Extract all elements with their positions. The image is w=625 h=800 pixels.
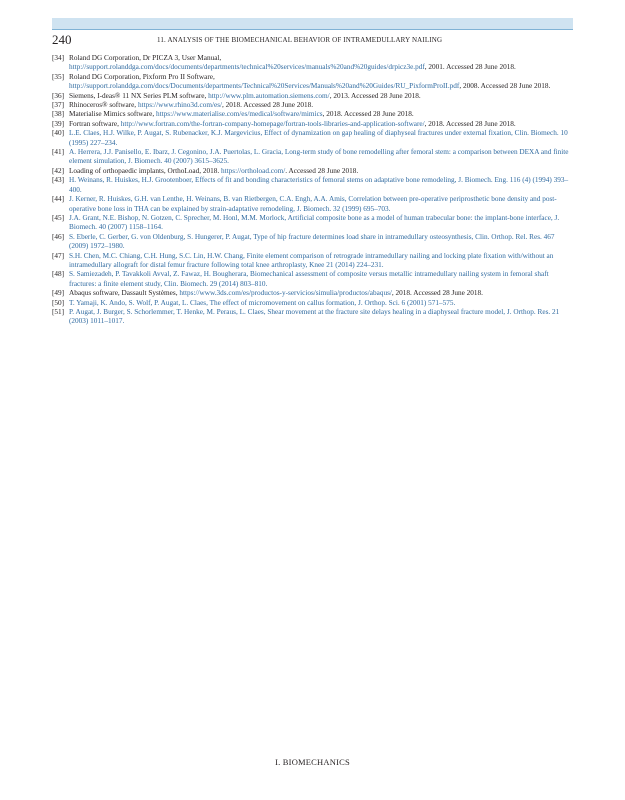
reference-item (52, 167, 573, 176)
reference-number: [37] (52, 101, 65, 110)
reference-item (52, 214, 573, 233)
reference-link[interactable]: S. Samiezadeh, P. Tavakkoli Avval, Z. Fawaz, H. Bougherara, Biomechanical assessment of composite versus metallic intramedullary nailing system in femoral shaft fractures: a finite element study, Clin. Biomech. 29 (2014) 803–810. (69, 270, 549, 288)
reference-access-note: . Accessed 28 June 2018. (285, 166, 359, 175)
reference-link[interactable]: J.A. Grant, N.E. Bishop, N. Gotzen, C. Sprecher, M. Honl, M.M. Morlock, Artificial composite bone as a model of human trabecular bone: the implant-bone interface, J. Biomech. 40 (2007) 1158–1164. (69, 213, 560, 232)
reference-number: [47] (52, 251, 65, 260)
reference-item (52, 101, 573, 110)
reference-list (52, 54, 573, 327)
reference-item (52, 54, 573, 73)
reference-item (52, 308, 573, 327)
reference-item (52, 176, 573, 195)
reference-access-note: , 2018. Accessed 28 June 2018. (322, 110, 414, 119)
reference-link[interactable]: A. Herrera, J.J. Panisello, E. Ibarz, J. Cegonino, J.A. Puertolas, L. Gracia, Long-term study of bone remodelling after femoral stem: a comparison between DEXA and finite element simulation, J. Biomech. 40 (2007) 3615–3625. (69, 148, 569, 166)
reference-number: [45] (52, 213, 65, 222)
reference-number: [42] (52, 166, 65, 175)
reference-link[interactable]: https://www.rhino3d.com/es/ (137, 101, 223, 110)
reference-access-note: , 2013. Accessed 28 June 2018. (329, 91, 421, 100)
reference-link[interactable]: J. Kerner, R. Huiskes, G.H. van Lenthe, H. Weinans, B. van Rietbergen, C.A. Engh, A.A. Amis, Correlation between pre-operative periprosthetic bone density and post-operative bone loss in THA can be explained by strain-adaptative remodeling, J. Biomech. 32 (1999) 695–703. (69, 195, 557, 213)
reference-number: [34] (52, 54, 65, 62)
reference-link[interactable]: S. Eberle, C. Gerber, G. von Oldenburg, S. Hungerer, P. Augat, Type of hip fracture determines load share in intramedullary osteosynthesis, Clin. Orthop. Rel. Res. 467 (2009) 1972–1980. (69, 232, 555, 251)
reference-item (52, 252, 573, 271)
reference-text: Loading of orthopaedic implants, OrthoLoad, 2018. (69, 166, 222, 175)
reference-link[interactable]: T. Yamaji, K. Ando, S. Wolf, P. Augat, L. Claes, The effect of micromovement on callus formation, J. Orthop. Sci. 6 (2001) 571–575. (69, 298, 456, 307)
reference-link[interactable]: L.E. Claes, H.J. Wilke, P. Augat, S. Rubenacker, K.J. Margevicius, Effect of dynamization on gap healing of diaphyseal fractures under external fixation, Clin. Biomech. 10 (1995) 227–234. (69, 129, 568, 147)
reference-text: Fortran software, (69, 119, 121, 128)
reference-text: Abaqus software, Dassault Systèmes, (69, 289, 180, 298)
reference-number: [39] (52, 119, 65, 128)
reference-link[interactable]: http://support.rolanddga.com/docs/documents/departments/technical%20services/manuals%20and%20guides/drpicz3e.pdf (69, 63, 425, 72)
reference-item (52, 120, 573, 129)
reference-item (52, 129, 573, 148)
reference-link[interactable]: https://orthoload.com/ (221, 166, 286, 175)
reference-link[interactable]: http://support.rolanddga.com/docs/Documents/departments/Technical%20Services/Manuals%20and%20Guides/RU_PixformProII.pdf (69, 82, 460, 91)
reference-number: [36] (52, 91, 65, 100)
reference-number: [40] (52, 129, 65, 138)
reference-link[interactable]: S.H. Chen, M.C. Chiang, C.H. Hung, S.C. Lin, H.W. Chang, Finite element comparison of retrograde intramedullary nailing and locking plate fixation with/without an intramedullary allograft for distal femur fracture following total knee arthroplasty, Knee 21 (2014) 224–231. (69, 251, 554, 269)
reference-item (52, 270, 573, 289)
reference-item (52, 110, 573, 119)
header-bar (52, 18, 573, 30)
reference-link[interactable]: https://www.materialise.com/es/medical/software/mimics (155, 110, 323, 119)
reference-number: [35] (52, 72, 65, 81)
reference-item (52, 195, 573, 214)
reference-link[interactable]: H. Weinans, R. Huiskes, H.J. Grootenboer, Effects of fit and bonding characteristics of femoral stems on adaptative bone remodeling, J. Biomech. Eng. 116 (4) (1994) 393–400. (69, 176, 569, 194)
reference-number: [41] (52, 148, 65, 157)
reference-item (52, 148, 573, 167)
reference-text: Rhinoceros® software, (69, 101, 138, 110)
reference-number: [48] (52, 270, 65, 279)
reference-access-note: , 2001. Accessed 28 June 2018. (424, 63, 516, 72)
reference-link[interactable]: P. Augat, J. Burger, S. Schorlemmer, T. Henke, M. Peraus, L. Claes, Shear movement at the fracture site delays healing in a diaphyseal fracture model, J. Orthop. Res. 21 (2003) 1011–1017. (69, 307, 560, 326)
reference-access-note: , 2008. Accessed 28 June 2018. (459, 82, 551, 91)
reference-number: [51] (52, 307, 65, 316)
reference-number: [44] (52, 195, 65, 204)
reference-number: [49] (52, 289, 65, 298)
reference-item (52, 289, 573, 298)
reference-link[interactable]: http://www.fortran.com/the-fortran-company-homepage/fortran-tools-libraries-and-application-software/ (120, 119, 425, 128)
reference-item (52, 299, 573, 308)
reference-access-note: , 2018. Accessed 28 June 2018. (222, 101, 314, 110)
reference-item (52, 92, 573, 101)
reference-text: Materialise Mimics software, (69, 110, 156, 119)
footer-section-title: I. BIOMECHANICS (275, 757, 350, 767)
reference-item (52, 233, 573, 252)
reference-text: Roland DG Corporation, Pixform Pro II Software, (69, 72, 215, 81)
reference-number: [50] (52, 298, 65, 307)
reference-item (52, 73, 573, 92)
reference-link[interactable]: http://www.plm.automation.siemens.com/ (208, 91, 330, 100)
reference-number: [46] (52, 232, 65, 241)
reference-text: Roland DG Corporation, Dr PICZA 3, User Manual, (69, 54, 222, 62)
reference-link[interactable]: https://www.3ds.com/es/productos-y-servicios/simulia/productos/abaqus/ (179, 289, 392, 298)
reference-text: Siemens, I-deas® 11 NX Series PLM software, (69, 91, 209, 100)
reference-number: [38] (52, 110, 65, 119)
reference-access-note: , 2018. Accessed 28 June 2018. (391, 289, 483, 298)
running-head: 11. ANALYSIS OF THE BIOMECHANICAL BEHAVIOR OF INTRAMEDULLARY NAILING (157, 36, 443, 44)
page-number: 240 (52, 32, 72, 47)
reference-access-note: , 2018. Accessed 28 June 2018. (424, 119, 516, 128)
reference-number: [43] (52, 176, 65, 185)
